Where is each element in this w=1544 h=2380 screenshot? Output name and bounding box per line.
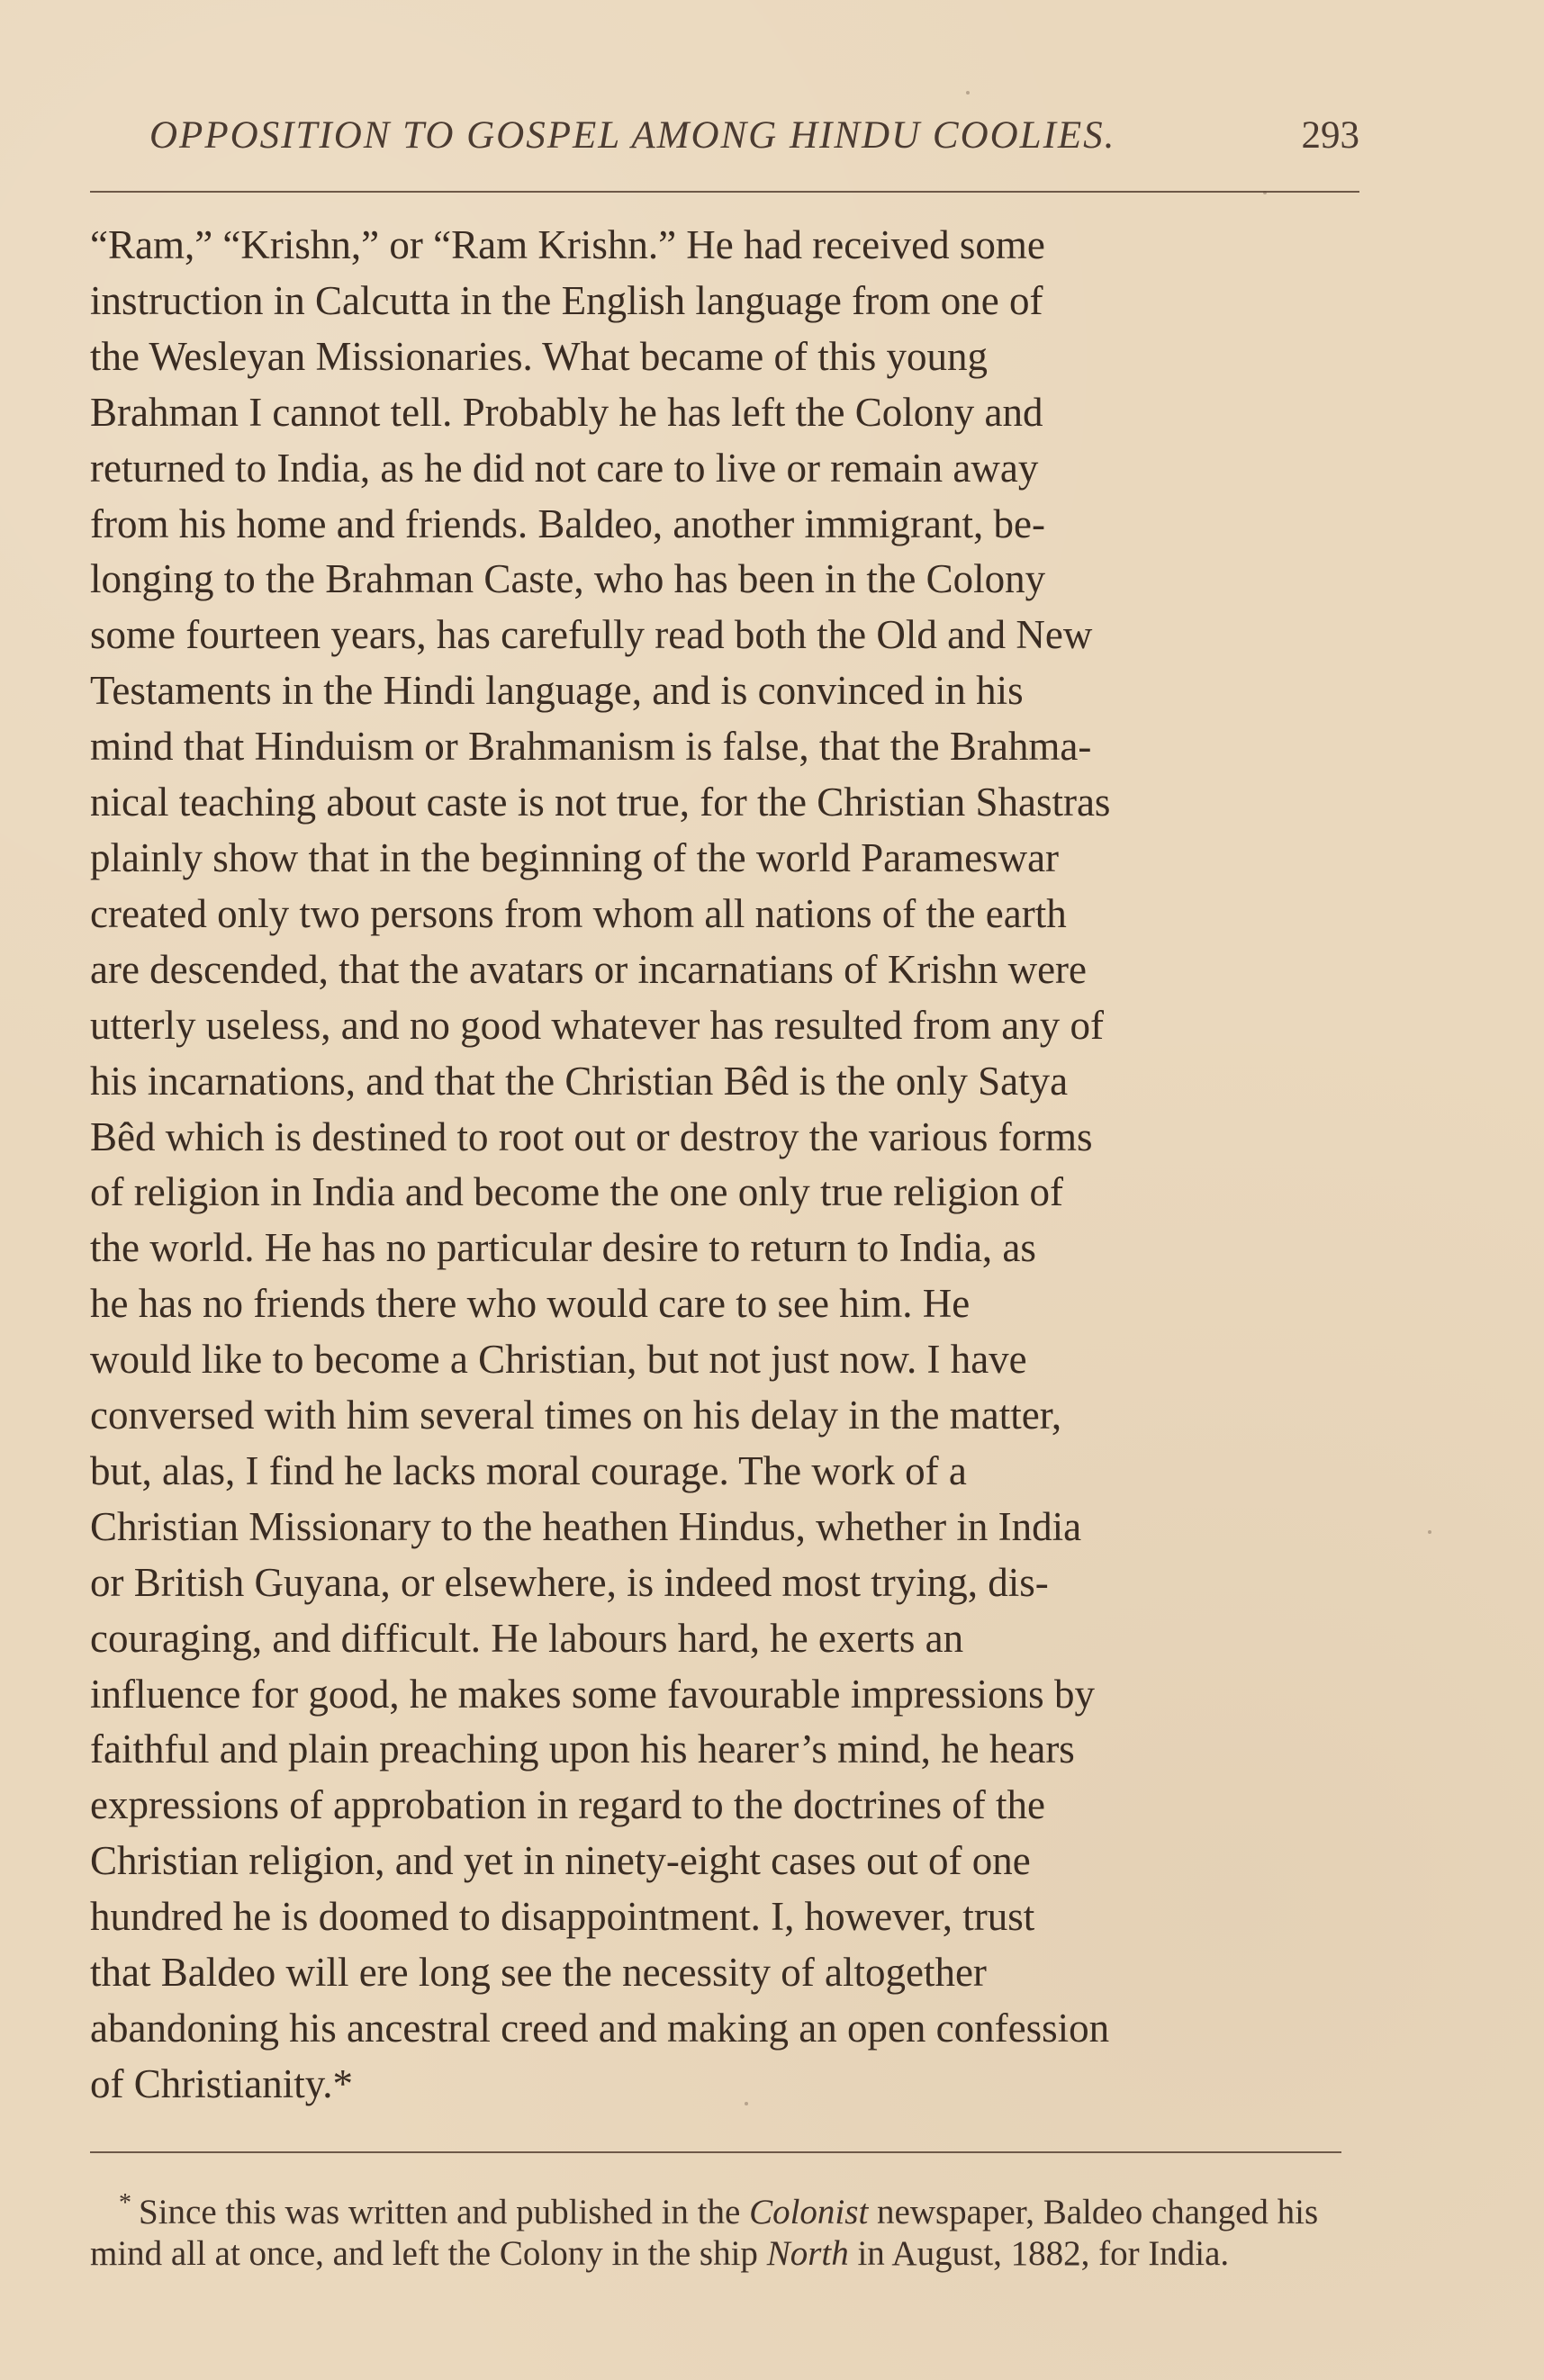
page-header bbox=[90, 113, 1359, 185]
footnote-colonist: Colonist bbox=[749, 2193, 869, 2231]
footnote-north: North bbox=[766, 2234, 849, 2273]
header-rule bbox=[90, 191, 1359, 193]
running-head: OPPOSITION TO GOSPEL AMONG HINDU COOLIES. bbox=[149, 114, 1116, 157]
paper-speck bbox=[966, 91, 970, 95]
paper-speck bbox=[1428, 1530, 1431, 1534]
footnote-text-1: Since this was written and published in the bbox=[139, 2193, 750, 2231]
paper-speck bbox=[1263, 191, 1267, 194]
body-text: “Ram,” “Krishn,” or “Ram Krishn.” He had received some instruction in Calcutta in the English language from one of the Wesleyan Missionaries. What became of this young Brahman I cannot tell. Probably he has left the Colony and returned to India, as he did not care to live or remain away from his home and friends. Baldeo, another immigrant, be- longing to the Brahman Caste, who has been in the Colony some fourteen years, has carefully read both the Old and New Testaments in the Hindi language, and is convinced in his mind that Hinduism or Brahmanism is false, that the Brahma- nical teaching about caste is not true, for the Christian Shastras plainly show that in the beginning of the world Parameswar created only two persons from whom all nations of the earth are descended, that the avatars or incarnatians of Krishn were utterly useless, and no good whatever has resulted from any of his incarnations, and that the Christian Bêd is the only Satya Bêd which is destined to root out or destroy the various forms of religion in India and become the one only true religion of the world. He has no particular desire to return to India, as he has no friends there who would care to see him. He would like to become a Christian, but not just now. I have conversed with him several times on his delay in the matter, but, alas, I find he lacks moral courage. The work of a Christian Missionary to the heathen Hindus, whether in India or British Guyana, or elsewhere, is indeed most trying, dis- couraging, and difficult. He labours hard, he exerts an influence for good, he makes some favourable impressions by faithful and plain preaching upon his hearer’s mind, he hears expressions of approbation in regard to the doctrines of the Christian religion, and yet in ninety-eight cases out of one hundred he is doomed to disappointment. I, however, trust that Baldeo will ere long see the necessity of altogether abandoning his ancestral creed and making an open confession of Christianity.* bbox=[90, 222, 1111, 2106]
footnote-marker: * bbox=[119, 2189, 131, 2217]
page-number: 293 bbox=[1301, 114, 1359, 157]
footnote bbox=[90, 2183, 1359, 2275]
footnote-rule bbox=[90, 2151, 1341, 2153]
footnote-text-2: newspaper, Baldeo changed his mind all at once, and left the Colony in the ship bbox=[90, 2193, 1319, 2273]
footnote-text-3: in August, 1882, for India. bbox=[848, 2234, 1230, 2273]
paper-speck bbox=[745, 2102, 748, 2105]
